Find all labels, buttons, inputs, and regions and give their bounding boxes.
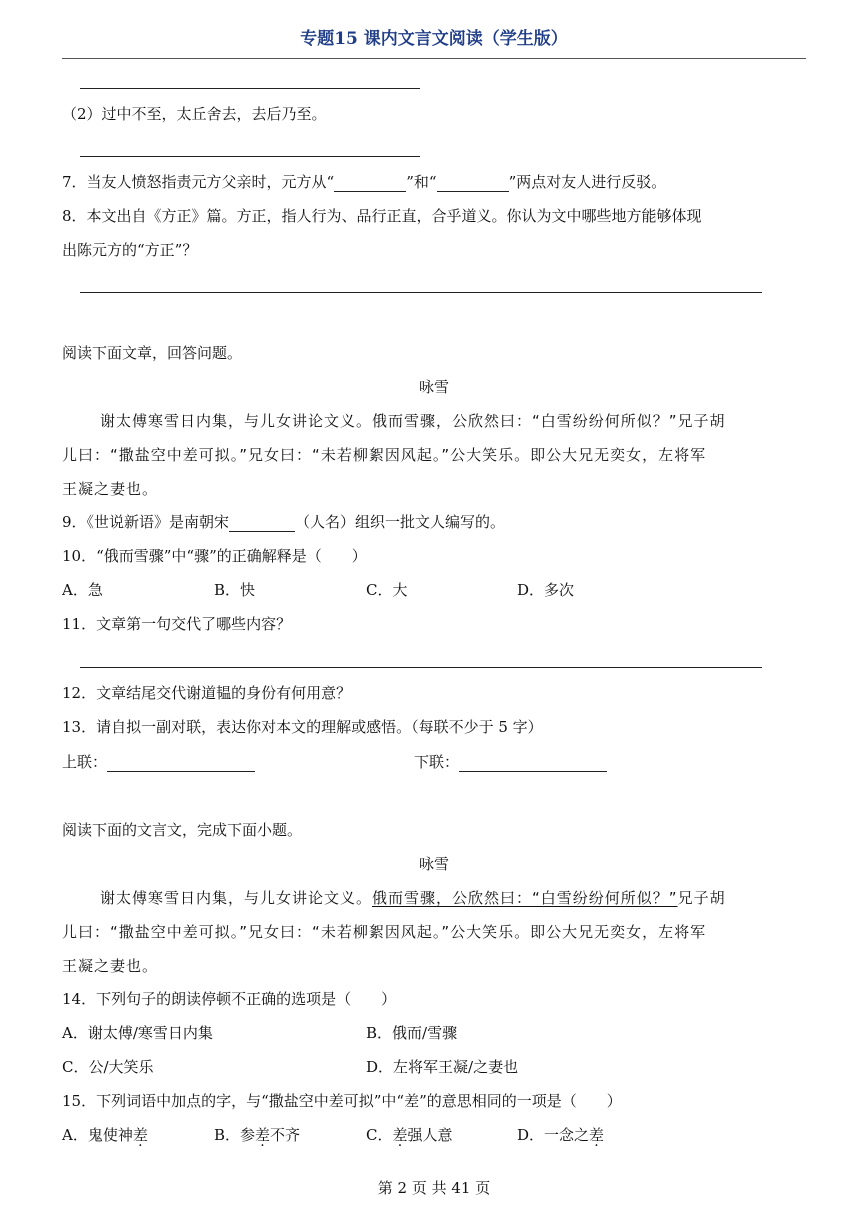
question-12: 12．文章结尾交代谢道韫的身份有何用意？: [62, 684, 352, 702]
question-7: [62, 172, 666, 192]
fill-blank[interactable]: [229, 515, 295, 532]
question-15-option-c[interactable]: [366, 1125, 453, 1145]
question-14-option-c[interactable]: C．公/大笑乐: [62, 1058, 154, 1076]
section-2-passage-line-1: [100, 887, 726, 908]
question-14-option-d[interactable]: D．左将军王凝/之妻也: [366, 1058, 519, 1076]
question-8-line-2: 出陈元方的“方正”？: [62, 241, 198, 259]
question-7-part-a: 7．当友人愤怒指责元方父亲时，元方从“: [62, 173, 335, 191]
dotted-character: 差: [255, 1126, 271, 1144]
section-2-passage-line-2: 儿曰：“撒盐空中差可拟。”兄女曰：“未若柳絮因风起。”公大笑乐。即公大兄无奕女，左将军: [62, 923, 707, 941]
upper-couplet-blank[interactable]: [107, 755, 255, 772]
fill-blank[interactable]: [437, 175, 509, 192]
option-text: D．一念之: [517, 1126, 590, 1144]
lower-couplet-label: 下联：: [414, 753, 460, 771]
question-15-stem: 15．下列词语中加点的字，与“撒盐空中差可拟”中“差”的意思相同的一项是（ ）: [62, 1092, 622, 1110]
section-2-intro: 阅读下面的文言文，完成下面小题。: [62, 821, 303, 839]
answer-line[interactable]: [80, 88, 420, 89]
question-10-option-c[interactable]: C．大: [366, 581, 408, 599]
section-1-passage-line-2: 儿曰：“撒盐空中差可拟。”兄女曰：“未若柳絮因风起。”公大笑乐。即公大兄无奕女，左将军: [62, 446, 707, 464]
option-text: 不齐: [270, 1126, 301, 1144]
answer-line[interactable]: [80, 292, 762, 293]
question-9: [62, 512, 505, 532]
question-11: 11．文章第一句交代了哪些内容？: [62, 615, 292, 633]
question-8-line-1: 8．本文出自《方正》篇。方正，指人行为、品行正直，合乎道义。你认为文中哪些地方能够体现: [62, 207, 702, 225]
question-10-option-a[interactable]: A．急: [62, 581, 103, 599]
question-13-stem: 13．请自拟一副对联，表达你对本文的理解或感悟。（每联不少于 5 字）: [62, 718, 543, 736]
upper-couplet-label: 上联：: [62, 753, 108, 771]
lower-couplet-blank[interactable]: [459, 755, 607, 772]
section-1-intro: 阅读下面文章，回答问题。: [62, 344, 243, 362]
question-9-part-a: 9．《世说新语》是南朝宋: [62, 513, 230, 531]
question-7-part-c: ”两点对友人进行反驳。: [508, 173, 667, 191]
answer-line[interactable]: [80, 156, 420, 157]
fill-blank[interactable]: [334, 175, 406, 192]
dotted-character: 差: [392, 1126, 408, 1144]
question-13-lower: [414, 752, 607, 772]
question-7-part-b: ”和“: [406, 173, 437, 191]
question-9-part-b: （人名）组织一批文人编写的。: [295, 513, 506, 531]
option-text: C．: [366, 1126, 393, 1144]
question-14-option-a[interactable]: A．谢太傅/寒雪日内集: [62, 1024, 213, 1042]
section-2-passage-line-3: 王凝之妻也。: [62, 957, 159, 975]
underlined-passage-segment: 俄而雪骤，公欣然曰：“白雪纷纷何所似？”: [372, 889, 678, 907]
header-rule: [62, 58, 806, 59]
dotted-character: 差: [589, 1126, 605, 1144]
section-2-title: 咏雪: [418, 855, 449, 873]
question-15-option-d[interactable]: [517, 1125, 604, 1145]
section-1-title: 咏雪: [418, 378, 449, 396]
page-header: 专题15 课内文言文阅读（学生版）: [300, 29, 568, 49]
passage-segment: 谢太傅寒雪日内集，与儿女讲论文义。: [100, 889, 373, 907]
option-text: B．参: [214, 1126, 256, 1144]
question-10-stem: 10．“俄而雪骤”中“骤”的正确解释是（ ）: [62, 547, 367, 565]
question-15-option-b[interactable]: [214, 1125, 300, 1145]
answer-line[interactable]: [80, 667, 762, 668]
passage-segment: 兄子胡: [677, 889, 726, 907]
question-13-upper: [62, 752, 255, 772]
page-footer: 第 2 页 共 41 页: [377, 1179, 491, 1197]
dotted-character: 差: [132, 1126, 148, 1144]
question-15-option-a[interactable]: [62, 1125, 148, 1145]
section-1-passage-line-1: 谢太傅寒雪日内集，与儿女讲论文义。俄而雪骤，公欣然曰：“白雪纷纷何所似？”兄子胡: [100, 412, 726, 430]
question-6-2: （2）过中不至，太丘舍去，去后乃至。: [62, 105, 327, 123]
option-text: 强人意: [407, 1126, 453, 1144]
question-10-option-d[interactable]: D．多次: [517, 581, 575, 599]
question-10-option-b[interactable]: B．快: [214, 581, 256, 599]
section-1-passage-line-3: 王凝之妻也。: [62, 480, 159, 498]
question-14-option-b[interactable]: B．俄而/雪骤: [366, 1024, 458, 1042]
question-14-stem: 14．下列句子的朗读停顿不正确的选项是（ ）: [62, 990, 397, 1008]
option-text: A．鬼使神: [62, 1126, 133, 1144]
